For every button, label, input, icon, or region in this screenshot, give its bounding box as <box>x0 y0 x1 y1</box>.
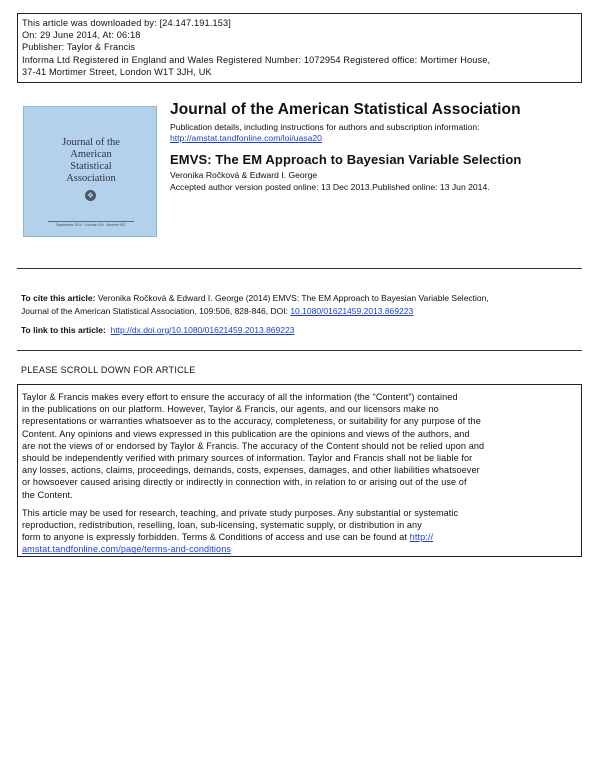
cite-line-2 <box>21 305 489 318</box>
journal-url-link[interactable]: http://amstat.tandfonline.com/loi/uasa20 <box>170 133 322 143</box>
cover-title <box>24 137 158 185</box>
cite-text: Veronika Ročková & Edward I. George (2014) EMVS: The EM Approach to Bayesian Variable Selection, <box>95 293 489 303</box>
link-line <box>21 324 489 337</box>
doi-link[interactable]: 10.1080/01621459.2013.869223 <box>290 306 414 316</box>
divider <box>17 268 582 269</box>
disclaimer-line: or howsoever caused arising directly or indirectly in connection with, in relation to or arising out of the use of <box>22 477 467 488</box>
cover-footer: September 2014 · Volume 109 · Number 507 <box>56 223 126 227</box>
cover-emblem-icon: ❖ <box>86 191 95 200</box>
divider <box>17 350 582 351</box>
download-notice-line: Publisher: Taylor & Francis <box>22 42 136 53</box>
disclaimer-line: any losses, actions, claims, proceedings, demands, costs, expenses, damages, and other liabilities whatsoever <box>22 465 480 476</box>
disclaimer-paragraph-1 <box>22 391 581 501</box>
terms-url-link-start[interactable]: http:// <box>409 532 434 543</box>
article-meta <box>170 169 490 193</box>
disclaimer-line <box>22 531 581 543</box>
disclaimer-line: in the publications on our platform. However, Taylor & Francis, our agents, and our licensors make no <box>22 404 439 415</box>
disclaimer-line: should be independently verified with primary sources of information. Taylor and Francis shall not be liable for <box>22 453 473 464</box>
article-dates: Accepted author version posted online: 13 Dec 2013.Published online: 13 Jun 2014. <box>170 182 490 192</box>
cover-title-line: Journal of the <box>62 137 120 148</box>
disclaimer-line: are not the views of or endorsed by Taylor & Francis. The accuracy of the Content should not be relied upon and <box>22 440 485 451</box>
download-notice-line: Informa Ltd Registered in England and Wales Registered Number: 1072954 Registered office: Mortimer House, <box>22 54 491 65</box>
cover-title-line: Association <box>66 173 116 184</box>
cite-line-1 <box>21 292 489 305</box>
download-notice-line: 37-41 Mortimer Street, London W1T 3JH, UK <box>22 66 212 77</box>
article-title: EMVS: The EM Approach to Bayesian Variable Selection <box>170 152 522 167</box>
disclaimer-line: Content. Any opinions and views expressed in this publication are the opinions and views of the authors, and <box>22 428 470 439</box>
link-label: To link to this article: <box>21 325 106 335</box>
article-url-link[interactable]: http://dx.doi.org/10.1080/01621459.2013.869223 <box>110 325 295 335</box>
disclaimer-line <box>22 543 581 555</box>
scroll-down-note: PLEASE SCROLL DOWN FOR ARTICLE <box>21 365 196 375</box>
disclaimer-text: form to anyone is expressly forbidden. Terms & Conditions of access and use can be found at <box>22 532 410 543</box>
disclaimer-line: the Content. <box>22 489 73 500</box>
download-notice-line: On: 29 June 2014, At: 06:18 <box>22 30 141 41</box>
journal-cover-image <box>23 106 157 237</box>
disclaimer-line: representations or warranties whatsoever as to the accuracy, completeness, or suitability for any purpose of the <box>22 416 481 427</box>
disclaimer-line: This article may be used for research, teaching, and private study purposes. Any substantial or systematic <box>22 507 459 518</box>
publication-details <box>170 122 480 144</box>
cover-divider <box>48 221 134 222</box>
cite-text: Journal of the American Statistical Association, 109:506, 828-846, DOI: <box>21 306 291 316</box>
cite-label: To cite this article: <box>21 293 96 303</box>
cover-title-line: American <box>70 149 112 160</box>
terms-url-link[interactable]: amstat.tandfonline.com/page/terms-and-conditions <box>22 544 232 555</box>
cover-title-line: Statistical <box>70 161 112 172</box>
download-notice-line: This article was downloaded by: [24.147.191.153] <box>22 18 231 28</box>
disclaimer-paragraph-2 <box>22 507 581 556</box>
publication-details-text: Publication details, including instructions for authors and subscription information: <box>170 122 480 132</box>
article-authors: Veronika Ročková & Edward I. George <box>170 170 318 180</box>
disclaimer-line: Taylor & Francis makes every effort to ensure the accuracy of all the information (the “Content”) contained <box>22 392 458 402</box>
journal-title: Journal of the American Statistical Association <box>170 101 521 118</box>
disclaimer-box <box>17 384 582 557</box>
download-notice-box <box>17 13 582 83</box>
citation-block <box>21 292 489 337</box>
disclaimer-line: reproduction, redistribution, reselling, loan, sub-licensing, systematic supply, or distribution in any <box>22 520 422 531</box>
